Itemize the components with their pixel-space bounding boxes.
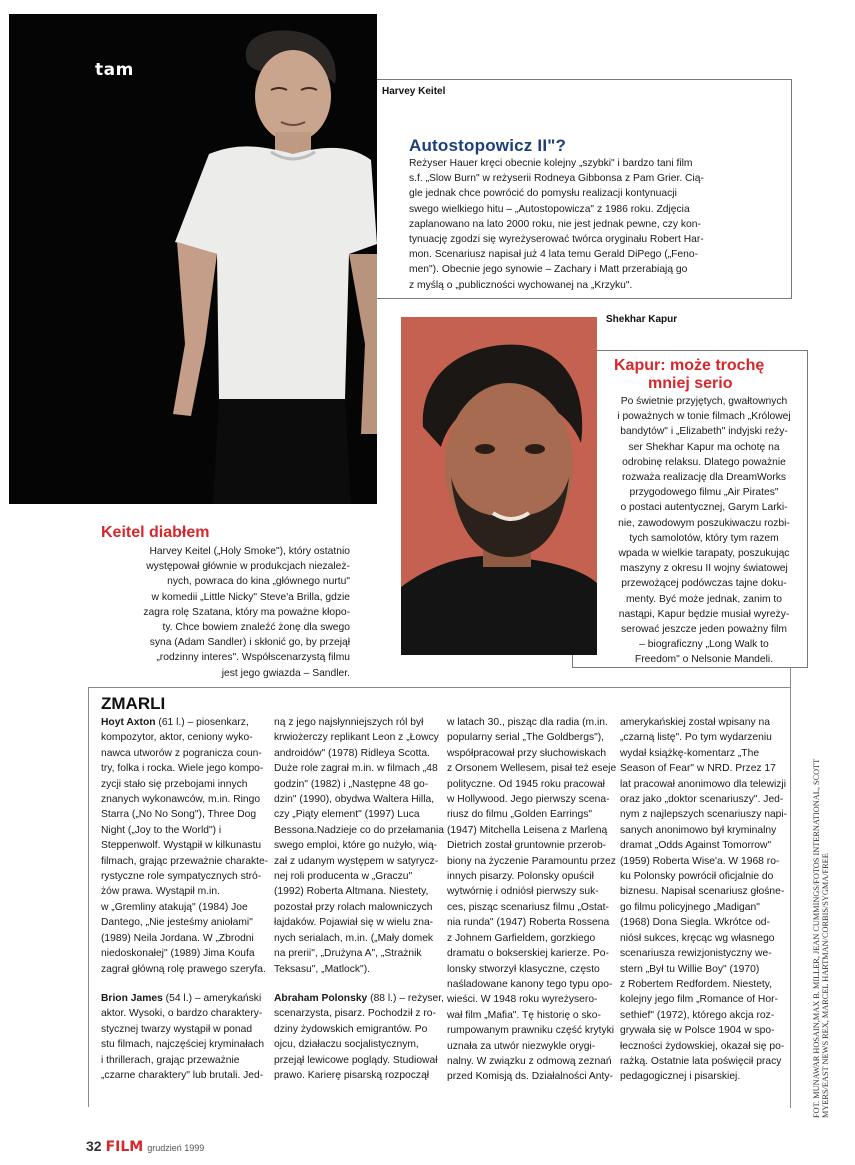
text-line: nalny. W związku z odmową zeznań (447, 1055, 612, 1067)
obituary-column-2 (274, 715, 450, 1097)
obituary-name: Hoyt Axton (101, 717, 156, 728)
obituary-column-4 (620, 715, 788, 1099)
text-line: s.f. „Slow Burn" w reżyserii Rodneya Gibbonsa z Pam Grier. Cią- (409, 173, 704, 185)
text-line: ces, pisząc scenariusz filmu „Ostat- (447, 901, 609, 913)
text-line: dramatu o bokserskiej karierze. Po- (447, 948, 609, 960)
obituary-brion-james-cont (274, 715, 450, 977)
text-line: Freedom" o Nelsonie Mandeli. (634, 654, 774, 666)
text-line: godzin" (1982) i „Następne 48 go- (274, 778, 429, 790)
obituary-name: Brion James (101, 992, 163, 1004)
text-line: Season of Fear" w NRD. Przez 17 (620, 763, 776, 775)
text-line: żów prawa. Wystąpił m.in. (101, 886, 220, 898)
text-line: krwiożerczy replikant Leon z „Łowcy (274, 732, 439, 744)
text-line: zagra rolę Szatana, który ma poważne kłopo- (143, 606, 350, 618)
text-line: odrobinę relaksu. Dlatego poważnie (622, 456, 786, 468)
text-line: syna (Adam Sandler) i skłonić go, by przejął (149, 637, 350, 649)
text-line: przygodowego filmu „Air Pirates" (629, 487, 779, 499)
text-line: jest jego gwiazda – Sandler. (221, 667, 350, 679)
headline-keitel: Keitel diabłem (101, 524, 210, 541)
kapur-portrait (401, 317, 597, 655)
text-line: nej roli producenta w „Graczu" (274, 871, 413, 883)
text-line: dzin" (1990), obydwa Waltera Hilla, (274, 794, 435, 806)
text-line: sethief" (1972), którego akcja roz- (620, 1009, 775, 1021)
text-line: oraz jako „doktor scenariuszy". Jed- (620, 794, 784, 806)
text-line: zagrał główną rolę prawego szeryfa. (101, 963, 266, 975)
text-line: men"). Obecnie jego synowie – Zachary i Matt przerabiają go (409, 264, 688, 276)
text-line: mon. Scenariusz napisał już 4 lata temu Gerald DiPego („Feno- (409, 249, 699, 261)
text-line: filmach, grając przeważnie charakte- (101, 855, 269, 867)
text-line: niósł sukces, kręcąc wg własnego (620, 932, 775, 944)
text-line: Duże role zagrał m.in. w filmach „48 (274, 763, 438, 775)
text-line: w „Gremliny atakują" (1984) Joe (101, 901, 248, 913)
text-line: łajdaków. Pojawiał się w wielu zna- (274, 917, 434, 929)
text-line: zycji stało się przebojami innych (101, 778, 248, 790)
text-line: wieści. W 1948 roku wyreżysero- (447, 994, 598, 1006)
headline-line: mniej serio (648, 375, 733, 392)
text-line: swego wielkiego hitu – „Autostopowicza" z 1986 roku. Zdjęcia (409, 203, 690, 215)
text-line: z myślą o „publiczności wychowanej na „Krzyku". (409, 279, 633, 291)
text-line: serować jeszcze jeden poważny film (621, 624, 787, 636)
text-line: lat pracował anonimowo dla telewizji (620, 778, 786, 790)
text-line: nia runda" (1947) Roberta Rossena (447, 917, 610, 929)
text-line: zaplanowano na lato 2000 roku, nie jest jednak pewne, czy kon- (409, 218, 701, 230)
issue-date: grudzień 1999 (147, 1143, 205, 1153)
article-autostopowicz-body (409, 156, 789, 293)
text-line: na prerii", „Drużyna A", „Strażnik (274, 948, 422, 960)
text-line: tych samolotów, który tym razem (629, 532, 779, 544)
text-line: stycznej twarzy wystąpił w ponad (101, 1023, 253, 1035)
obituary-column-3 (447, 715, 623, 1099)
text-line: z Robertem Redfordem. Niestety, (620, 978, 773, 990)
text-line: stern „Był tu Willie Boy" (1970) (620, 963, 760, 975)
text-line: nych, powraca do kina „głównego nurtu" (167, 576, 350, 588)
photo-shekhar-kapur (401, 317, 597, 655)
text-line: (1959) Roberta Wise'a. W 1968 ro- (620, 855, 780, 867)
text-line: nym z najlepszych scenariuszy napi- (620, 809, 788, 821)
text-line: nie, zawodowym poszukiwaczu rozbi- (618, 517, 790, 529)
text-line: innych pisarzy. Polonsky opuścił (447, 871, 594, 883)
text-line: (1992) Roberta Altmana. Niestety, (274, 886, 429, 898)
headline-autostopowicz: Autostopowicz II"? (409, 136, 567, 155)
magazine-logo: FILM (105, 1139, 144, 1155)
photo-credit (812, 740, 830, 1118)
page-footer (86, 1138, 204, 1155)
text-line: tynuację zgodzi się wyreżyserować twórca oryginału Robert Har- (409, 234, 704, 246)
obituary-brion-james (101, 991, 277, 1083)
text-line: go filmu policyjnego „Madigan" (620, 901, 760, 913)
section-tag: tam (95, 60, 134, 80)
text-line: lonsky stworzył klasyczne, często (447, 963, 600, 975)
text-line: występował głównie w produkcjach niezależ- (146, 561, 350, 573)
text-line: o postaci autentycznej, Garym Larki- (620, 502, 788, 514)
text-line: rumpowanym prawniku część krytyki (447, 1025, 615, 1037)
text-line: Night („Joy to the World") i (101, 824, 222, 836)
text-line: biony na życzenie Paramountu przez (447, 855, 616, 867)
text-line: w komedii „Little Nicky" Steve'a Brilla, gdzie (151, 591, 350, 603)
text-line: scenariusza rewizjonistyczny we- (620, 948, 772, 960)
text-line: (54 l.) – amerykański (162, 992, 262, 1004)
text-line: Starra („No No Song"), Three Dog (101, 809, 257, 821)
text-line: z Orsonem Wellesem, pisał też eseje (447, 763, 617, 775)
text-line: Reżyser Hauer kręci obecnie kolejny „szybki" i bardzo tani film (409, 158, 693, 169)
text-line: współpracował przy słuchowiskach (447, 747, 607, 759)
text-line: menty. Być może jednak, zanim to (625, 593, 783, 605)
text-line: riusz do filmu „Golden Earrings" (447, 809, 593, 821)
obituary-hoyt-axton (101, 715, 277, 977)
text-line: kompozytor, aktor, ceniony wyko- (101, 732, 253, 744)
text-line: rażką. Ostatnie lata poświęcił pracy (620, 1055, 782, 1067)
text-line: try, folka i rocka. Wiele jego kompo- (101, 763, 264, 775)
text-line: biznesu. Napisał scenariusz głośne- (620, 886, 785, 898)
text-line: z Johnem Garfieldem, gorzkiego (447, 932, 596, 944)
text-line: rozważa realizację dla DreamWorks (621, 472, 787, 484)
text-line: (1968) Dona Siegla. Wkrótce od- (620, 917, 770, 929)
text-line: pozostał przy rolach malowniczych (274, 901, 433, 913)
text-line: czy „Piąty element" (1997) Luca (274, 809, 420, 821)
text-line: kolejny jego film „Romance of Hor- (620, 994, 778, 1006)
keitel-figure (9, 14, 377, 504)
text-line: w Hollywood. Jego pierwszy scena- (447, 794, 610, 806)
headline-line: Kapur: może trochę (614, 357, 765, 374)
obituary-polonsky-cont (447, 715, 623, 1085)
text-line: Po świetnie przyjętych, gwałtownych (620, 396, 788, 407)
text-line: scenarzysta, pisarz. Pochodził z ro- (274, 1008, 436, 1020)
obituary-name: Abraham Polonsky (274, 992, 368, 1004)
text-line: w latach 30., pisząc dla radia (m.in. (447, 717, 608, 728)
text-line: łeczności żydowskiej, okazał się po- (620, 1040, 785, 1052)
text-line: swego emploi, które go nużyło, wią- (274, 840, 438, 852)
text-line: Bessona.Nadzieje co do przełamania (274, 824, 444, 836)
text-line: ser Shekhar Kapur ma ochotę na (628, 441, 780, 453)
text-line: wytwórnię i odniósł pierwszy suk- (447, 886, 599, 898)
text-line: wał film „Mafia". Tę historię o sko- (447, 1009, 601, 1021)
page-number: 32 (86, 1138, 102, 1154)
text-line: „czarne charaktery" lub brutali. Jed- (101, 1069, 264, 1081)
article-kapur-body (604, 394, 804, 668)
photo-harvey-keitel (9, 14, 377, 504)
text-line: polityczne. Od 1945 roku pracował (447, 778, 605, 790)
text-line: grywała się w Polsce 1904 w spo- (620, 1025, 775, 1037)
obituary-frame-right (790, 668, 791, 1108)
text-line: dziny żydowskich emigrantów. Po (274, 1023, 428, 1035)
text-line: bandytów" i „Elizabeth" indyjski reży- (620, 426, 788, 438)
text-line: stu filmach, najczęściej kryminałach (101, 1039, 265, 1051)
obituary-abraham-polonsky (274, 991, 450, 1083)
text-line: Dietrich został gruntownie przerob- (447, 840, 607, 852)
text-line: androidów" (1978) Ridleya Scotta. (274, 747, 430, 759)
caption-shekhar-kapur: Shekhar Kapur (606, 314, 678, 325)
text-line: Steppenwolf. Wystąpił w kilkunastu (101, 840, 262, 852)
text-line: Dantego, „Nie jesteśmy aniołami" (101, 917, 253, 929)
text-line: niedoskonałej" (1989) Jima Koufa (101, 948, 255, 960)
text-line: przed Komisją ds. Działalności Anty- (447, 1071, 613, 1083)
text-line: i poważnych w tonie filmach „Królowej (617, 411, 791, 423)
obituary-frame-top (88, 687, 791, 688)
text-line: rystyczne role sympatycznych stró- (101, 871, 262, 883)
text-line: wpada w wielkie tarapaty, poszukując (618, 548, 790, 560)
caption-harvey-keitel: Harvey Keitel (382, 86, 446, 97)
text-line: przejął lewicowe poglądy. Studiował (274, 1054, 438, 1066)
text-line: naśladowane kanony tego typu opo- (447, 978, 613, 990)
text-line: Teksasu", „Matlock"). (274, 963, 371, 975)
text-line: ną z jego najsłynniejszych ról był (274, 717, 424, 728)
text-line: (61 l.) – piosenkarz, (155, 717, 249, 728)
text-line: (1947) Mitchella Leisena z Marleną (447, 824, 608, 836)
text-line: Harvey Keitel („Holy Smoke"), który ostatnio (149, 546, 350, 557)
text-line: wydał książkę-komentarz „The (620, 747, 760, 759)
text-line: uznała za utwór niezwykle orygi- (447, 1040, 596, 1052)
text-line: nawca utworów z pogranicza coun- (101, 747, 262, 759)
text-line: nastąpi, Kapur będzie musiał wyreży- (618, 608, 790, 620)
text-line: ty. Chce bowiem znaleźć żonę dla swego (162, 622, 350, 634)
text-line: aktor. Wysoki, o bardzo charaktery- (101, 1008, 263, 1020)
text-line: dramat „Odds Against Tomorrow" (620, 840, 772, 852)
text-line: „czarną listę". Po tym wydarzeniu (620, 732, 772, 744)
obituary-polonsky-end (620, 715, 788, 1085)
text-line: sanych anonimowo był kryminalny (620, 824, 777, 836)
text-line: popularny serial „The Goldbergs"), (447, 732, 605, 744)
text-line: gle jednak chce powrócić do pomysłu realizacji kontynuacji (409, 188, 677, 200)
text-line: ojcu, działaczu socjalistycznym, (274, 1039, 419, 1051)
text-line: znanych wykonawców, m.in. Ringo (101, 794, 261, 806)
text-line: maszyny z okresu II wojny światowej (620, 563, 788, 575)
obituaries-heading: ZMARLI (101, 694, 166, 713)
obituary-frame-left (88, 687, 89, 1107)
text-line: prawo. Karierę pisarską rozpoczął (274, 1069, 430, 1081)
text-line: pedagogicznej i pisarskiej. (620, 1071, 741, 1083)
text-line: zał z udanym występem w satyrycz- (274, 855, 439, 867)
text-line: amerykańskiej został wpisany na (620, 717, 770, 728)
text-line: nych serialach, m.in. („Mały domek (274, 932, 434, 944)
obituary-column-1 (101, 715, 277, 1097)
text-line: „rodzinny interes". Współscenarzystą filmu (156, 652, 350, 664)
text-line: przewożącej podówczas tajne doku- (621, 578, 787, 590)
text-line: (1989) Neila Jordana. W „Zbrodni (101, 932, 254, 944)
text-line: (88 l.) – reżyser, (367, 992, 444, 1004)
article-keitel-body (100, 544, 350, 681)
photo-credit-text: FOT. MUNAWAR HOSAIN,MAX B. MILLER, JEAN CUMMINGS/FOTOS INTERNATIONAL, SCOTT MYERS/EAST NEWS REX, MARCEL HARTMAN/CORBIS/SYGMA/FREE (812, 758, 830, 1118)
text-line: ku Polonsky powrócił oficjalnie do (620, 871, 774, 883)
headline-kapur (614, 357, 764, 393)
text-line: i thrillerach, grając przeważnie (101, 1054, 240, 1066)
text-line: – biograficzny „Long Walk to (639, 639, 769, 651)
